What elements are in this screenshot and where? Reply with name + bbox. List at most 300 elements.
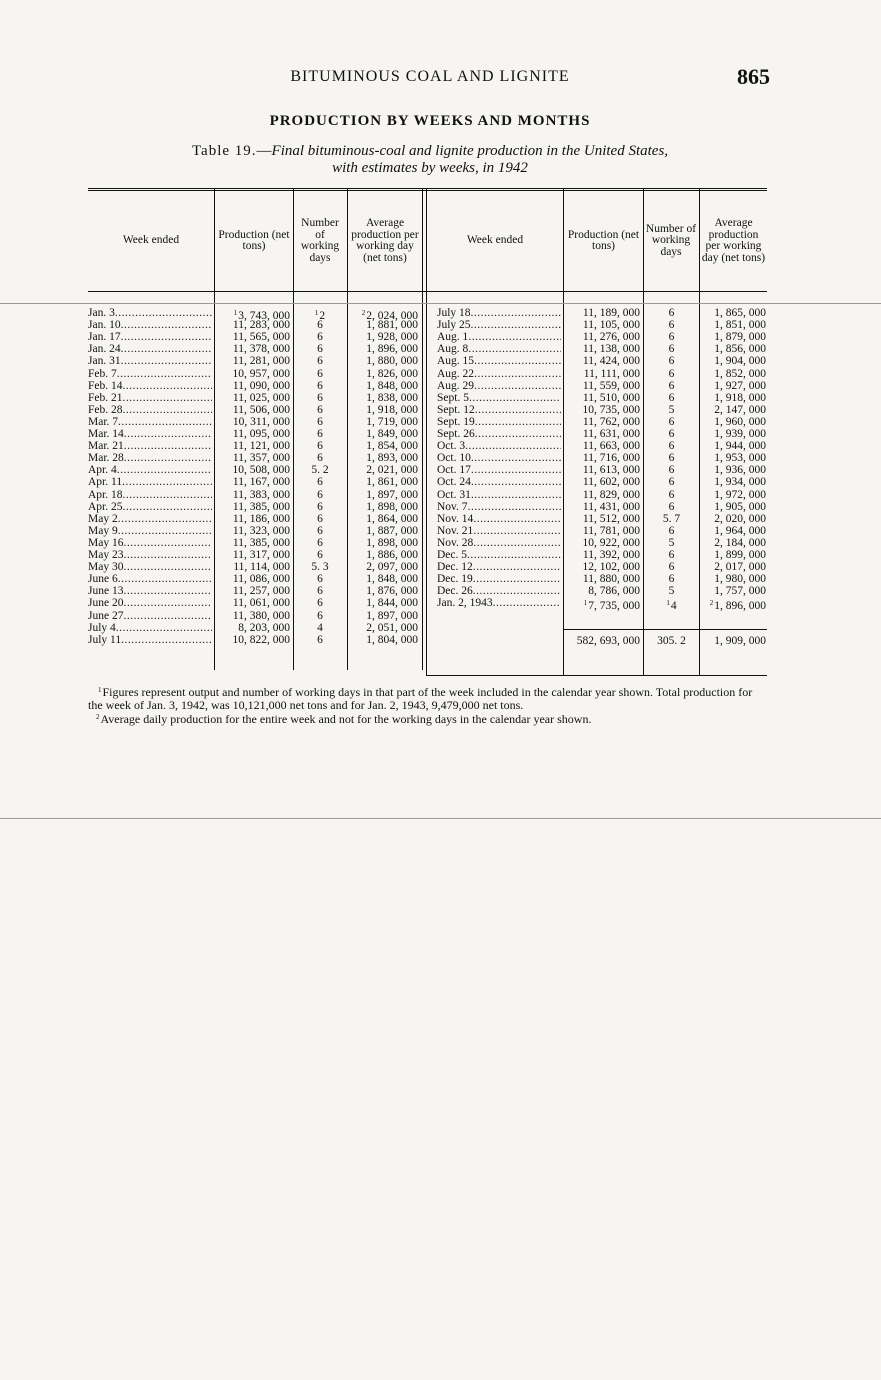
row-week <box>437 585 561 597</box>
row-days <box>294 501 346 513</box>
row-week-text: Oct. 31 ..... <box>437 489 561 501</box>
footnote-ref: 2 <box>361 309 366 317</box>
row-average <box>350 404 418 416</box>
row-days-text: 6 <box>668 464 675 477</box>
row-production <box>565 452 640 464</box>
total-average: 1, 909, 000 <box>714 635 766 647</box>
row-production <box>216 489 290 501</box>
row-days <box>294 622 346 634</box>
row-days-text: 6 <box>317 476 323 489</box>
row-average-text: 2, 021, 000 <box>366 464 418 477</box>
row-week-text: May 2 ..... <box>88 513 212 525</box>
row-production <box>565 525 640 537</box>
footnote-text: Average daily production for the entire week and not for the working days in the calendar year shown. <box>100 712 592 726</box>
header-days-right: Number of working days <box>645 222 697 258</box>
row-days-text: 2 <box>319 310 326 322</box>
row-production <box>565 416 640 428</box>
row-production-text: 11, 061, 000 <box>232 597 290 610</box>
row-week-text: Mar. 14 ..... <box>88 428 212 440</box>
row-average <box>350 319 418 331</box>
row-production-text: 11, 880, 000 <box>582 573 640 586</box>
row-average-text: 2, 184, 000 <box>714 536 766 549</box>
row-week <box>88 416 212 428</box>
row-production <box>565 392 640 404</box>
row-week <box>437 343 561 355</box>
row-week-text: Aug. 22 ..... <box>437 368 561 380</box>
footnote-ref: 1 <box>583 599 588 608</box>
row-week <box>437 452 561 464</box>
row-production <box>565 549 640 561</box>
row-days-text: 5. 7 <box>662 512 681 525</box>
row-week-text: Dec. 19 ..... <box>437 573 561 585</box>
row-production <box>216 597 290 609</box>
row-production <box>565 355 640 367</box>
row-days-text: 6 <box>668 379 675 392</box>
row-days <box>294 597 346 609</box>
row-average-text: 1, 719, 000 <box>366 415 418 428</box>
row-average <box>700 368 766 380</box>
row-week-text: Jan. 31 ..... <box>88 355 212 367</box>
row-days <box>294 464 346 476</box>
row-production <box>565 513 640 525</box>
row-week <box>437 597 561 609</box>
row-production-text: 11, 506, 000 <box>232 403 290 416</box>
row-days <box>644 331 699 343</box>
row-week-text: Jan. 17 ..... <box>88 331 212 343</box>
row-week-text: Feb. 28 ..... <box>88 404 212 416</box>
row-average <box>350 634 418 646</box>
row-average <box>700 561 766 573</box>
footnote-ref: 1 <box>666 599 670 608</box>
row-average <box>350 428 418 440</box>
row-week <box>437 307 561 319</box>
row-days-text: 6 <box>317 391 323 404</box>
row-week <box>437 416 561 428</box>
row-production <box>216 476 290 488</box>
row-days <box>644 501 699 513</box>
row-production <box>565 343 640 355</box>
row-production <box>216 319 290 331</box>
row-production-text: 11, 431, 000 <box>582 500 640 513</box>
row-average <box>700 573 766 585</box>
row-week-text: May 9 ..... <box>88 525 212 537</box>
row-days-text: 6 <box>668 391 675 404</box>
row-days <box>644 452 699 464</box>
row-week-text: July 18 ..... <box>437 307 561 319</box>
table-bottom-rule <box>426 675 767 676</box>
footnotes <box>88 684 767 726</box>
row-average-text: 1, 887, 000 <box>366 524 418 537</box>
row-days <box>644 573 699 585</box>
row-week-text: Aug. 8 ..... <box>437 343 561 355</box>
row-average <box>700 404 766 416</box>
row-week <box>88 489 212 501</box>
row-average <box>700 319 766 331</box>
row-week <box>437 525 561 537</box>
row-days-text: 6 <box>668 343 675 356</box>
row-production-text: 3, 743, 000 <box>238 310 290 322</box>
row-days-text: 6 <box>317 488 323 501</box>
row-days <box>294 440 346 452</box>
row-days <box>294 368 346 380</box>
row-days <box>644 513 699 525</box>
row-production <box>216 622 290 634</box>
row-production-text: 11, 138, 000 <box>582 343 640 356</box>
row-week-text: Aug. 1 ..... <box>437 331 561 343</box>
header-bottom-rule <box>88 291 767 292</box>
row-days <box>294 585 346 597</box>
row-week-text: June 13 ..... <box>88 585 212 597</box>
row-average <box>350 585 418 597</box>
row-days-text: 6 <box>668 549 675 561</box>
row-average-text: 1, 864, 000 <box>366 512 418 525</box>
row-average <box>350 622 418 634</box>
row-days-text: 6 <box>668 476 675 489</box>
row-week-text: Oct. 24 ..... <box>437 476 561 488</box>
row-average-text: 1, 826, 000 <box>366 367 418 380</box>
row-days-text: 6 <box>668 415 675 428</box>
row-week <box>437 549 561 561</box>
row-days-text: 6 <box>317 415 323 428</box>
scan-artifact-line <box>0 303 881 304</box>
row-days <box>644 585 699 597</box>
row-average-text: 1, 865, 000 <box>714 307 766 319</box>
row-production-text: 11, 602, 000 <box>582 476 640 489</box>
row-production <box>216 331 290 343</box>
row-production <box>216 549 290 561</box>
row-production-text: 11, 095, 000 <box>232 428 290 440</box>
row-average <box>350 537 418 549</box>
row-days <box>644 404 699 416</box>
row-production-text: 10, 735, 000 <box>582 403 640 416</box>
row-days-text: 5 <box>668 536 675 549</box>
row-week <box>88 537 212 549</box>
row-production-text: 11, 380, 000 <box>232 609 290 622</box>
total-production: 582, 693, 000 <box>576 635 640 647</box>
total-rule <box>564 629 767 630</box>
row-days-text: 5 <box>668 585 675 598</box>
row-week <box>88 380 212 392</box>
row-average-text: 1, 848, 000 <box>366 379 418 392</box>
row-days <box>644 561 699 573</box>
row-week-text: Mar. 7 ..... <box>88 416 212 428</box>
row-week <box>88 368 212 380</box>
row-production <box>216 501 290 513</box>
row-production-text: 11, 189, 000 <box>582 307 640 319</box>
row-production <box>216 428 290 440</box>
row-production-text: 11, 510, 000 <box>582 391 640 404</box>
footnote-text: Figures represent output and number of working days in that part of the week included in the calendar year shown. Total production for the week of Jan. 3, 1942, was 10,121,000 net tons and for Jan. 2, 1943, 9,479,000 net tons. <box>88 685 753 712</box>
row-production-text: 12, 102, 000 <box>582 561 640 574</box>
row-average-text: 2, 020, 000 <box>714 512 766 525</box>
row-average-text: 2, 051, 000 <box>366 621 418 634</box>
row-week-text: July 11 ..... <box>88 634 212 646</box>
row-production-text: 10, 957, 000 <box>232 367 290 380</box>
row-production-text: 11, 323, 000 <box>232 524 290 537</box>
row-average <box>350 513 418 525</box>
row-week-text: Jan. 2, 1943 ..... <box>437 597 561 609</box>
row-days <box>644 440 699 452</box>
row-average <box>700 440 766 452</box>
row-days <box>294 489 346 501</box>
row-days-text: 6 <box>317 573 323 586</box>
row-days-text: 6 <box>668 428 675 440</box>
row-average-text: 1, 918, 000 <box>366 403 418 416</box>
row-production <box>216 537 290 549</box>
row-production-text: 11, 276, 000 <box>582 331 640 344</box>
row-days-text: 5. 3 <box>311 561 329 574</box>
row-days <box>644 343 699 355</box>
row-days-text: 6 <box>317 536 323 549</box>
row-week <box>88 525 212 537</box>
row-week <box>88 597 212 609</box>
row-production <box>216 573 290 585</box>
row-week <box>437 392 561 404</box>
row-production-text: 11, 111, 000 <box>583 367 640 380</box>
footnote-ref: 2 <box>709 599 714 608</box>
table-top-rule <box>88 188 767 189</box>
row-production <box>216 610 290 622</box>
row-week <box>88 549 212 561</box>
row-average <box>700 452 766 464</box>
row-week-text: May 30 ..... <box>88 561 212 573</box>
row-week <box>437 355 561 367</box>
row-production-text: 11, 317, 000 <box>232 549 290 561</box>
row-week <box>88 404 212 416</box>
row-week-text: Nov. 14 ..... <box>437 513 561 525</box>
row-production-text: 11, 663, 000 <box>582 440 640 453</box>
row-production-text: 7, 735, 000 <box>588 600 640 613</box>
row-average-text: 1, 980, 000 <box>714 573 766 586</box>
row-week-text: May 16 ..... <box>88 537 212 549</box>
row-week <box>88 501 212 513</box>
row-week-text: July 4 ..... <box>88 622 212 634</box>
row-days-text: 6 <box>668 331 675 344</box>
row-days-text: 6 <box>317 633 323 646</box>
row-days <box>644 489 699 501</box>
row-average <box>700 585 766 597</box>
row-week-text: Mar. 21 ..... <box>88 440 212 452</box>
row-average <box>350 452 418 464</box>
row-average <box>700 416 766 428</box>
row-production <box>216 525 290 537</box>
row-week <box>437 537 561 549</box>
col-divider <box>347 188 348 670</box>
row-average-text: 1, 896, 000 <box>714 600 766 613</box>
row-days-text: 6 <box>317 343 323 356</box>
row-week-text: Sept. 5 ..... <box>437 392 561 404</box>
header-average-left: Average production per working day (net tons) <box>351 217 419 264</box>
row-week-text: Nov. 28 ..... <box>437 537 561 549</box>
row-average-text: 1, 893, 000 <box>366 452 418 465</box>
row-days-text: 6 <box>317 331 323 344</box>
row-average <box>350 440 418 452</box>
row-production <box>216 440 290 452</box>
row-week-text: Jan. 10 ..... <box>88 319 212 331</box>
row-production-text: 11, 829, 000 <box>582 488 640 501</box>
row-production <box>565 319 640 331</box>
row-production-text: 10, 508, 000 <box>232 464 290 477</box>
row-average <box>700 537 766 549</box>
row-average-text: 1, 905, 000 <box>714 500 766 513</box>
row-production-text: 10, 922, 000 <box>582 536 640 549</box>
row-production <box>216 634 290 646</box>
row-average <box>350 343 418 355</box>
total-days: 305. 2 <box>657 635 686 647</box>
row-average-text: 2, 097, 000 <box>366 561 418 574</box>
row-average <box>350 380 418 392</box>
row-average-text: 1, 939, 000 <box>714 428 766 440</box>
row-average <box>350 549 418 561</box>
row-average-text: 1, 964, 000 <box>714 524 766 537</box>
row-days <box>294 525 346 537</box>
row-days-text: 6 <box>317 597 323 610</box>
row-production <box>565 501 640 513</box>
row-days <box>644 549 699 561</box>
production-table <box>88 188 767 675</box>
row-week-text: Oct. 17 ..... <box>437 464 561 476</box>
row-week <box>88 634 212 646</box>
row-days-text: 6 <box>317 428 323 440</box>
row-production <box>216 343 290 355</box>
row-days-text: 6 <box>317 319 323 332</box>
row-average <box>350 392 418 404</box>
row-days-text: 6 <box>317 549 323 561</box>
row-days <box>644 416 699 428</box>
row-production-text: 10, 311, 000 <box>232 415 290 428</box>
row-production <box>565 561 640 573</box>
scan-artifact-line <box>0 818 881 819</box>
row-average-text: 1, 944, 000 <box>714 440 766 453</box>
row-average-text: 1, 854, 000 <box>366 440 418 453</box>
row-days <box>644 537 699 549</box>
row-average-text: 1, 838, 000 <box>366 391 418 404</box>
row-average <box>700 549 766 561</box>
row-week <box>88 561 212 573</box>
row-week-text: Apr. 11 ..... <box>88 476 212 488</box>
row-production-text: 11, 385, 000 <box>232 536 290 549</box>
row-week-text: Aug. 15 ..... <box>437 355 561 367</box>
row-week-text: Nov. 21 ..... <box>437 525 561 537</box>
row-days-text: 6 <box>668 367 675 380</box>
row-production <box>216 464 290 476</box>
row-average <box>350 489 418 501</box>
row-days <box>294 549 346 561</box>
row-production <box>565 597 640 612</box>
row-days-text: 6 <box>317 609 323 622</box>
row-days-text: 6 <box>317 524 323 537</box>
row-average <box>350 416 418 428</box>
row-production-text: 11, 257, 000 <box>232 585 290 598</box>
row-week-text: Mar. 28 ..... <box>88 452 212 464</box>
row-average-text: 1, 898, 000 <box>366 536 418 549</box>
row-production-text: 11, 781, 000 <box>582 524 640 537</box>
row-week-text: Dec. 26 ..... <box>437 585 561 597</box>
row-average <box>350 561 418 573</box>
row-production-text: 11, 186, 000 <box>232 512 290 525</box>
row-week <box>88 622 212 634</box>
row-average <box>350 476 418 488</box>
row-days-text: 4 <box>670 600 677 613</box>
row-days <box>644 368 699 380</box>
row-week <box>437 561 561 573</box>
row-average-text: 1, 898, 000 <box>366 500 418 513</box>
row-week <box>437 476 561 488</box>
footnote-marker: 1 <box>98 686 102 694</box>
row-week <box>437 464 561 476</box>
row-week <box>437 489 561 501</box>
row-days-text: 6 <box>317 512 323 525</box>
row-average <box>350 573 418 585</box>
row-week-text: Aug. 29 ..... <box>437 380 561 392</box>
row-production <box>565 537 640 549</box>
row-average-text: 1, 880, 000 <box>366 355 418 368</box>
row-days-text: 6 <box>668 319 675 332</box>
row-average-text: 2, 147, 000 <box>714 403 766 416</box>
row-days <box>294 573 346 585</box>
row-average <box>700 331 766 343</box>
row-week <box>437 319 561 331</box>
row-days <box>644 355 699 367</box>
header-production-left: Production (net tons) <box>218 228 290 252</box>
row-days <box>644 464 699 476</box>
row-week <box>437 368 561 380</box>
row-production <box>216 585 290 597</box>
row-production <box>216 404 290 416</box>
row-days-text: 6 <box>668 452 675 465</box>
row-production <box>216 392 290 404</box>
row-week-text: May 23 ..... <box>88 549 212 561</box>
row-week <box>88 319 212 331</box>
row-average-text: 1, 899, 000 <box>714 549 766 561</box>
row-average-text: 1, 936, 000 <box>714 464 766 477</box>
row-production-text: 11, 559, 000 <box>582 379 640 392</box>
row-average-text: 1, 856, 000 <box>714 343 766 356</box>
row-average <box>350 501 418 513</box>
row-week-text: Apr. 25 ..... <box>88 501 212 513</box>
row-week-text: June 20 ..... <box>88 597 212 609</box>
row-days-text: 6 <box>317 367 323 380</box>
table-caption: Table 19.—Final bituminous-coal and lignite production in the United States, with estimates by weeks, in 1942 <box>90 143 770 177</box>
row-average <box>700 392 766 404</box>
row-average <box>350 525 418 537</box>
row-production-text: 11, 512, 000 <box>582 512 640 525</box>
row-production-text: 11, 090, 000 <box>232 379 290 392</box>
row-week <box>437 573 561 585</box>
row-days <box>294 416 346 428</box>
row-week <box>88 452 212 464</box>
footnote-ref: 1 <box>233 309 238 317</box>
row-production <box>565 489 640 501</box>
row-production-text: 11, 357, 000 <box>232 452 290 465</box>
header-week-right: Week ended <box>466 234 524 247</box>
row-production <box>216 452 290 464</box>
table-top-rule-2 <box>88 190 767 191</box>
row-week-text: Apr. 18 ..... <box>88 489 212 501</box>
row-production-text: 8, 203, 000 <box>238 621 290 634</box>
row-average-text: 1, 972, 000 <box>714 488 766 501</box>
row-average <box>700 380 766 392</box>
row-days-text: 5 <box>668 403 675 416</box>
row-production <box>216 416 290 428</box>
row-production-text: 11, 762, 000 <box>582 415 640 428</box>
row-production <box>216 561 290 573</box>
row-week-text: Feb. 7 ..... <box>88 368 212 380</box>
row-days <box>294 380 346 392</box>
row-days <box>294 319 346 331</box>
row-days <box>644 476 699 488</box>
row-days-text: 6 <box>668 524 675 537</box>
